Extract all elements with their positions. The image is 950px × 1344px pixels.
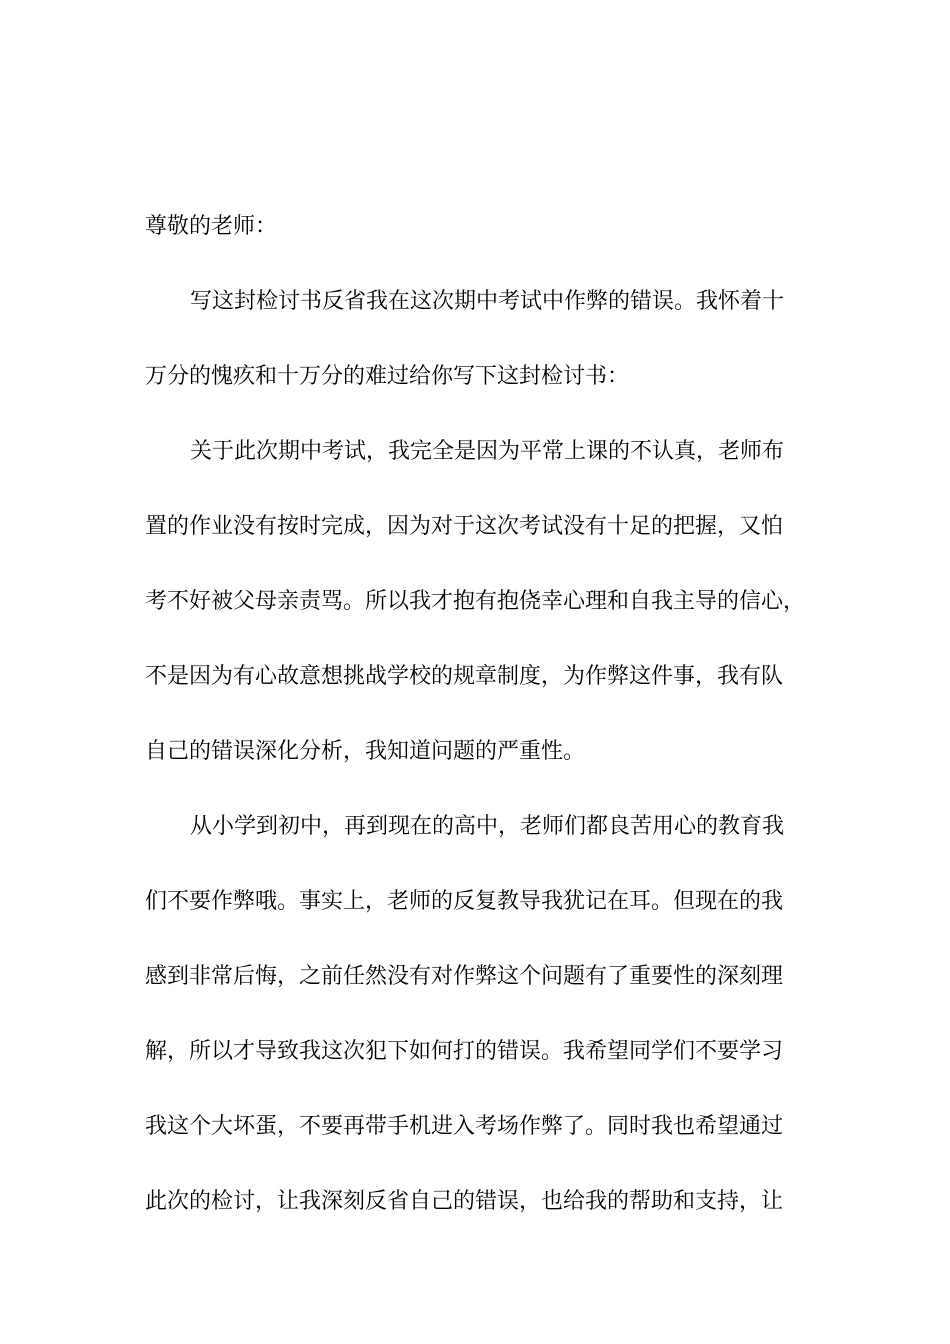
paragraph-2-line-4: 不是因为有心故意想挑战学校的规章制度，为作弊这件事，我有队 (145, 664, 784, 689)
paragraph-3-line-4: 解，所以才导致我这次犯下如何打的错误。我希望同学们不要学习 (145, 1039, 784, 1064)
paragraph-1-line-2: 万分的愧疚和十万分的难过给你写下这封检讨书： (145, 364, 630, 389)
paragraph-3-line-1: 从小学到初中，再到现在的高中，老师们都良苦用心的教育我 (190, 814, 785, 839)
salutation: 尊敬的老师： (145, 214, 278, 239)
paragraph-2-line-3: 考不好被父母亲责骂。所以我才抱有抱侥幸心理和自我主导的信心， (145, 589, 806, 614)
paragraph-2-line-5: 自己的错误深化分析，我知道问题的严重性。 (145, 739, 586, 764)
paragraph-3-line-5: 我这个大坏蛋，不要再带手机进入考场作弊了。同时我也希望通过 (145, 1114, 784, 1139)
paragraph-1-line-1: 写这封检讨书反省我在这次期中考试中作弊的错误。我怀着十 (190, 289, 785, 314)
paragraph-3-line-3: 感到非常后悔，之前任然没有对作弊这个问题有了重要性的深刻理 (145, 964, 784, 989)
paragraph-3-line-2: 们不要作弊哦。事实上，老师的反复教导我犹记在耳。但现在的我 (145, 889, 784, 914)
paragraph-2-line-2: 置的作业没有按时完成，因为对于这次考试没有十足的把握，又怕 (145, 514, 784, 539)
paragraph-2-line-1: 关于此次期中考试，我完全是因为平常上课的不认真，老师布 (190, 439, 785, 464)
paragraph-3-line-6: 此次的检讨，让我深刻反省自己的错误，也给我的帮助和支持，让 (145, 1189, 784, 1214)
